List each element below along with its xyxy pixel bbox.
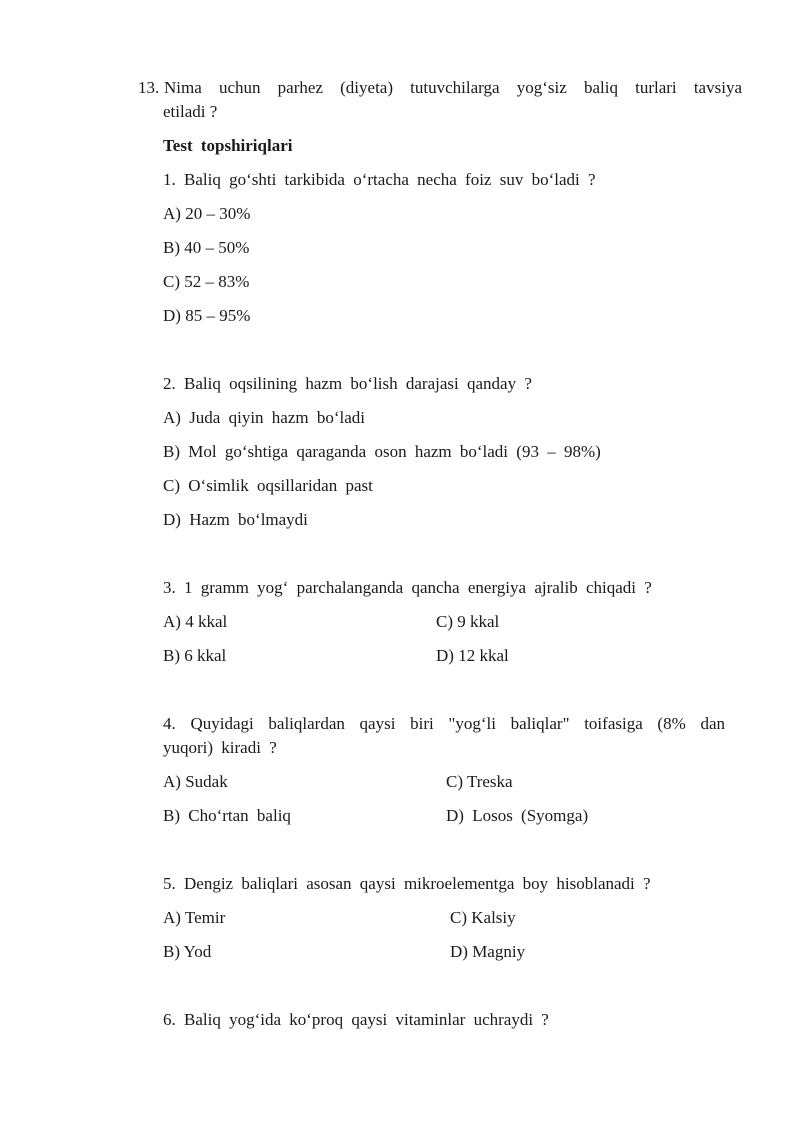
question-4-line1: 4. Quyidagi baliqlardan qaysi biri "yog‘li baliqlar" toifasiga (8% dan	[163, 714, 725, 733]
question-1-option-d: D) 85 – 95%	[163, 306, 251, 325]
question-5: 5. Dengiz baliqlari asosan qaysi mikroelementga boy hisoblanadi ?	[163, 874, 651, 893]
question-4-option-a: A) Sudak	[163, 772, 228, 791]
question-2-option-d: D) Hazm bo‘lmaydi	[163, 510, 308, 529]
question-4-option-d: D) Losos (Syomga)	[446, 806, 589, 825]
question-5-option-b: B) Yod	[163, 942, 212, 961]
question-3-option-b: B) 6 kkal	[163, 646, 227, 665]
question-2-option-b: B) Mol go‘shtiga qaraganda oson hazm bo‘ladi (93 – 98%)	[163, 442, 601, 461]
question-6: 6. Baliq yog‘ida ko‘proq qaysi vitaminlar uchraydi ?	[163, 1010, 549, 1029]
question-2-option-c: C) O‘simlik oqsillaridan past	[163, 476, 373, 495]
question-2: 2. Baliq oqsilining hazm bo‘lish darajasi qanday ?	[163, 374, 532, 393]
question-4-option-c: C) Treska	[446, 772, 513, 791]
question-1-option-c: C) 52 – 83%	[163, 272, 250, 291]
question-4-option-b: B) Cho‘rtan baliq	[163, 806, 291, 825]
question-13-number: 13.	[138, 78, 160, 97]
section-title: Test topshiriqlari	[163, 136, 293, 155]
question-3-option-d: D) 12 kkal	[436, 646, 509, 665]
question-4-line2: yuqori) kiradi ?	[163, 738, 277, 757]
question-13-line2: etiladi ?	[163, 102, 218, 121]
question-5-option-c: C) Kalsiy	[450, 908, 516, 927]
question-1-option-b: B) 40 – 50%	[163, 238, 250, 257]
question-3: 3. 1 gramm yog‘ parchalanganda qancha energiya ajralib chiqadi ?	[163, 578, 652, 597]
question-1-option-a: A) 20 – 30%	[163, 204, 251, 223]
question-5-option-a: A) Temir	[163, 908, 226, 927]
question-3-option-c: C) 9 kkal	[436, 612, 500, 631]
question-13-line1: Nima uchun parhez (diyeta) tutuvchilarga yog‘siz baliq turlari tavsiya	[164, 78, 742, 97]
question-3-option-a: A) 4 kkal	[163, 612, 228, 631]
question-2-option-a: A) Juda qiyin hazm bo‘ladi	[163, 408, 366, 427]
question-5-option-d: D) Magniy	[450, 942, 526, 961]
question-1: 1. Baliq go‘shti tarkibida o‘rtacha necha foiz suv bo‘ladi ?	[163, 170, 596, 189]
